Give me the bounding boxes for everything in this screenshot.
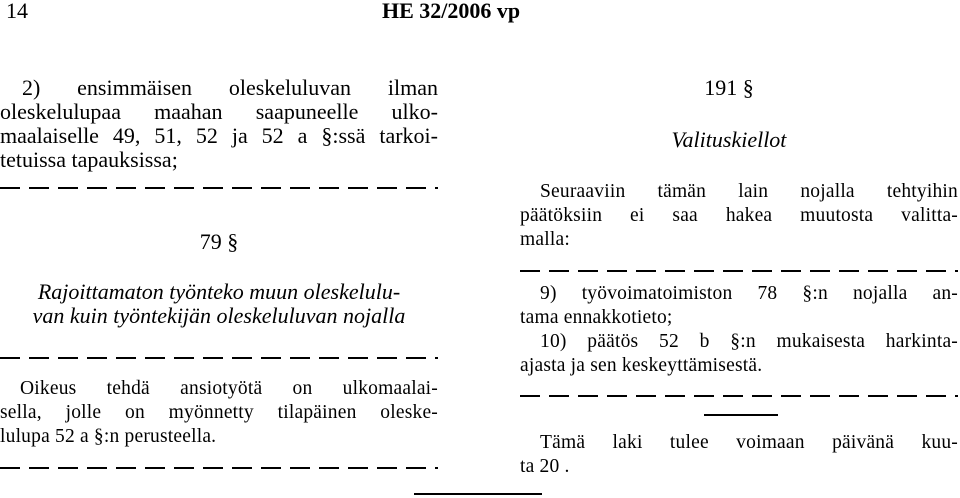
text-line: tama ennakkotieto; bbox=[520, 307, 673, 328]
section-separator bbox=[520, 270, 958, 272]
text-line: malla: bbox=[520, 229, 570, 250]
text-line: sella, jolle on myönnetty tilapäinen oleske- bbox=[0, 402, 438, 423]
text-line: lulupa 52 a §:n perusteella. bbox=[0, 426, 217, 447]
section-separator bbox=[0, 187, 438, 189]
text-line: päätöksiin ei saa hakea muutosta valitta- bbox=[520, 205, 958, 226]
text-line: tetuissa tapauksissa; bbox=[0, 147, 178, 172]
text-line: Oikeus tehdä ansiotyötä on ulkomaalai- bbox=[20, 378, 438, 399]
section-title: Valituskiellot bbox=[671, 127, 787, 152]
section-number: 191 § bbox=[704, 75, 754, 100]
text-line: Tämä laki tulee voimaan päivänä kuu- bbox=[540, 432, 958, 453]
section-title-line: Rajoittamaton työnteko muun oleskelulu- bbox=[37, 279, 401, 304]
right-column bbox=[520, 0, 958, 498]
page-end-rule bbox=[414, 493, 542, 495]
section-separator bbox=[0, 357, 438, 359]
text-line: maalaiselle 49, 51, 52 ja 52 a §:ssä tarkoi- bbox=[0, 123, 438, 148]
text-line: ta 20 . bbox=[520, 456, 570, 477]
short-rule bbox=[704, 414, 778, 416]
section-separator bbox=[0, 467, 438, 469]
text-line: ajasta ja sen keskeyttämisestä. bbox=[520, 355, 763, 376]
text-line: 2) ensimmäisen oleskeluluvan ilman bbox=[22, 75, 438, 100]
document-id: HE 32/2006 vp bbox=[382, 0, 521, 23]
text-line: Seuraaviin tämän lain nojalla tehtyihin bbox=[540, 181, 958, 202]
section-title-line: van kuin työntekijän oleskeluluvan nojalla bbox=[32, 303, 406, 328]
section-separator bbox=[520, 395, 958, 397]
section-number: 79 § bbox=[199, 229, 239, 254]
page-number: 14 bbox=[6, 0, 28, 23]
text-line: 9) työvoimatoimiston 78 §:n nojalla an- bbox=[540, 283, 958, 304]
text-line: 10) päätös 52 b §:n mukaisesta harkinta- bbox=[540, 331, 958, 352]
text-line: oleskelulupaa maahan saapuneelle ulko- bbox=[0, 99, 438, 124]
